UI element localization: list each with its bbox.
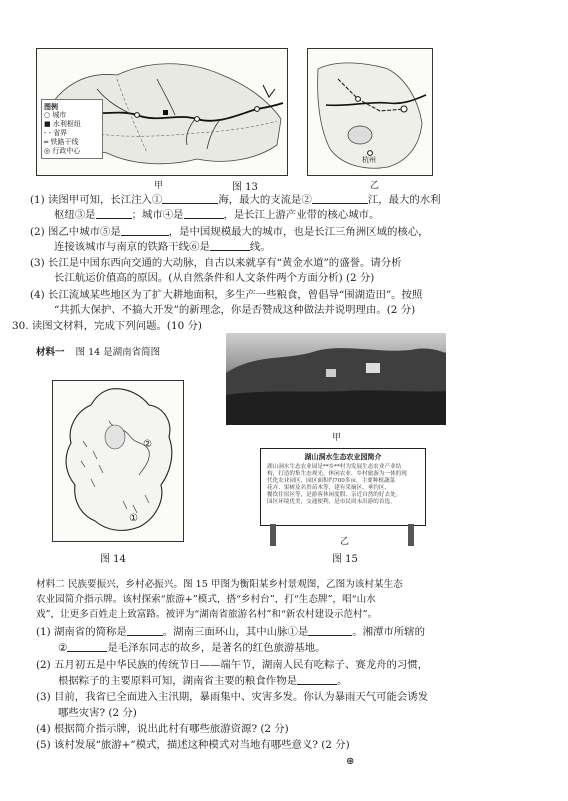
q29-line-4: 连接该城市与南京的铁路干线⑥是 线。 [54,241,271,253]
info-signboard [260,448,426,526]
legend-item-boundary: - - 省界 [44,129,68,137]
answer-blank[interactable] [96,208,132,219]
map-mark-2: ② [143,439,152,450]
q30-part2-line1: (2) 五月初五是中华民族的传统节日——端午节，湖南人民有吃粽子、赛龙舟的习惯， [36,659,429,671]
q30-part3-line1: (3) 目前，我省已全面进入主汛期，暴雨集中、灾害多发。你认为暴雨天气可能会诱发 [36,691,429,703]
map-label-hangzhou: 杭州 [362,156,376,164]
fig14-caption: 图 14 [100,554,126,565]
photo-label: 甲 [332,433,342,443]
q30-part5: (5) 该村发展“旅游+”模式，描述这种模式对当地有哪些意义? (2 分) [36,739,350,751]
answer-blank[interactable] [67,641,107,652]
material1-text: 图 14 是湖南省简图 [75,347,161,358]
q30-header: 30. 读图文材料，完成下列问题。(10 分) [12,320,202,332]
fig13-sub-b: 乙 [370,181,380,191]
legend-item-capital: ◎ 行政中心 [44,147,81,155]
q29-line-2: 枢纽③是 ；城市④是 ，是长江上游产业带的核心城市。 [54,209,380,221]
village-photo [226,333,446,425]
sign-body: 湖山洞水生态农业园是**乡**村为发展生态农业产业结 构，打造的集生态观光、休闲农业、乡村旅游为一体的现 代化农业园区，园区面积约700多亩，主要种植蔬菜 花卉、果树及名贵苗木等，建有采摘区、垂钓区、 餐饮住宿区等，是游客休闲度假、亲近自然的好去处。 园区环境优美，交通便利，是市民周末出游的首选。 [267,464,407,505]
q29-line-8: “共抓大保护、不搞大开发”的新理念，你是否赞成这种做法并说明理由。(2 分) [54,304,416,316]
material2-line-1: 材料二 民族要振兴，乡村必振兴。图 15 甲图为衡阳某乡村景观图，乙图为该村某生态 [36,579,403,590]
answer-blank[interactable] [162,193,218,204]
map-yangtze-basin [36,48,288,176]
map-hunan [52,380,184,542]
legend-item-dam: ■ 水利枢纽 [44,120,81,128]
sign-post-right [408,524,414,546]
q29-line-1: (1) 读图甲可知，长江注入① 海，最大的支流是② 江，最大的水利 [30,194,441,206]
legend-item-railway: ═ 铁路干线 [44,138,79,146]
answer-blank[interactable] [308,625,352,636]
answer-blank[interactable] [184,208,224,219]
sign-label: 乙 [340,537,350,547]
legend-item-city: ○ 城市 [44,111,67,119]
answer-blank[interactable] [121,225,169,236]
fig15-caption: 图 15 [332,554,358,565]
q29-line-5: (3) 长江是中国东西向交通的大动脉，自古以来就享有“黄金水道”的盛誉。请分析 [30,257,402,269]
map-mark-1: ① [129,513,138,524]
map-legend [41,99,103,159]
q30-part3-line2: 哪些灾害? (2 分) [58,707,137,719]
fig13-caption: 图 13 [232,182,258,193]
map-yangtze-delta [307,48,433,176]
page-footer-mark: ⊛ [346,756,355,767]
material1-label: 材料一 [36,347,65,358]
q29-line-6: 长江航运价值高的原因。(从自然条件和人文条件两个方面分析) (2 分) [54,272,375,284]
answer-blank[interactable] [297,674,337,685]
q29-line-7: (4) 长江流域某些地区为了扩大耕地面积，多生产一些粮食，曾倡导“围湖造田”。按照 [30,289,423,301]
answer-blank[interactable] [210,240,250,251]
hunan-map-drawing [53,381,183,541]
answer-blank[interactable] [312,193,368,204]
legend-title: 图例 [44,102,58,111]
answer-blank[interactable] [127,625,163,636]
village-photo-drawing [226,333,446,425]
q30-part4: (4) 根据简介指示牌，说出此村有哪些旅游资源? (2 分) [36,723,289,735]
q29-line-3: (2) 图乙中城市⑤是 ，是中国规模最大的城市，也是长江三角洲区域的核心， [30,226,429,238]
q30-part1-line2: ② 是毛泽东同志的故乡，是著名的红色旅游基地。 [58,642,326,654]
q30-part2-line2: 根据粽子的主要原料可知，湖南省主要的粮食作物是 。 [58,675,348,687]
sign-title: 湖山洞水生态农业园简介 [304,452,382,461]
material2-line-2: 农业园简介指示牌。该村探索“旅游+”模式，搭“乡村台”，打“生态牌”，唱“山水 [36,594,376,605]
sign-post-left [270,524,276,546]
fig13-sub-a: 甲 [154,181,164,191]
q30-part1-line1: (1) 湖南省的简称是 。湖南三面环山，其中山脉①是 。湘潭市所辖的 [36,626,425,638]
material2-line-3: 戏”，让更多百姓走上致富路。被评为“湖南省旅游名村”和“新农村建设示范村”。 [36,609,378,620]
material1-heading [36,345,160,360]
